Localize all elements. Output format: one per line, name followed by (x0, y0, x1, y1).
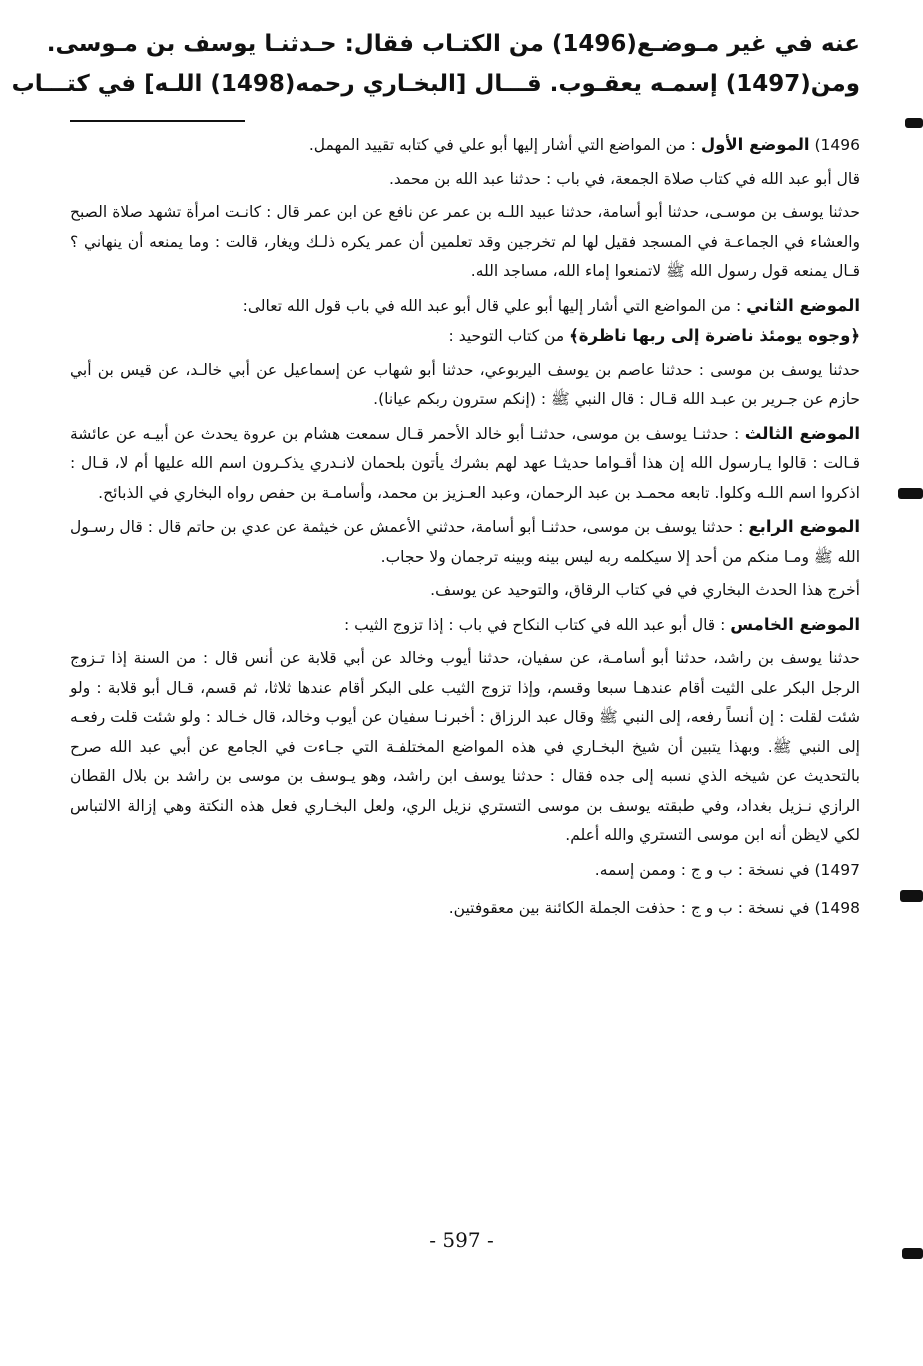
fifth-intro-text: : قال أبو عبد الله في كتاب النكاح في باب : إذا تزوج الثيب : (344, 615, 726, 634)
footnote-separator (70, 120, 245, 122)
footnote-heading-third: الموضع الثالث (744, 423, 860, 443)
scan-mark (905, 118, 923, 128)
footnote-1496-para-1: حدثنا يوسف بن موسـى، حدثنا أبو أسامة، حدثنا عبيد اللـه بن عمر عن نافع عن ابن عمر قال : كانـت امرأة تشهد صلاة الصبح والعشاء في الجماعـة في المسجد فقيل لها لم تخرجين وقد تعلمين أن عمر يكره ذلـك ويغار، قالت : وما يمنعه أن ينهاني ؟ قـال يمنعه قول رسول الله ﷺ لاتمنعوا إماء الله، مساجد الله. (70, 203, 860, 280)
main-text-line-1: عنه في غير مـوضـع(1496) من الكتـاب فقال: حـدثنـا يوسف بن مـوسى. (46, 31, 860, 57)
fourth-para-text: : حدثنا يوسف بن موسى، حدثنـا أبو أسامة، حدثني الأعمش عن خيثمة عن عدي بن حاتم قال : قال رسـول الله ﷺ ومـا منكم من أحد إلا سيكلمه ربه ليس بينه وبينه ترجمان ولا حجاب. (70, 518, 860, 566)
footnote-1496-fifth (70, 610, 860, 641)
quran-verse: ﴿وجوه يومئذ ناضرة إلى ربها ناظرة﴾ (569, 326, 860, 345)
footnote-1496-fifth-para: حدثنا يوسف بن راشد، حدثنا أبو أسامـة، عن سفيان، حدثنا أيوب وخالد عن أبي قلابة عن أنس قال : من السنة إذا تـزوج الرجل البكر على الثيت أقام عندهـا سبعا وقسم، وإذا تزوج الثيب على البكر أقام عندها ثلاثا، ثم قسم، قـال أبو قلابة : ولو شئت لقلت : إن أنساً رفعه، إلى النبي ﷺ وقال عبد الرزاق : أخبرنـا سفيان عن أيوب وخالد، قال خـالد : ولو شئت قلت رفعـه إلى النبي ﷺ. وبهذا يتبين أن شيخ البخـاري في هذه المواضع المختلفـة التي جـاءت في الجامع عن أبي عبد الله صرح بالتحديث عن شيخه الذي نسبه إلى جده فقال : حدثنا يوسف ابن راشد، وهو يـوسف بن موسى بن راشد بن بلال القطان الرازي نـزيل بغداد، وفي طبقته يوسف بن موسى التستري نزيل الري، ولعل البخـاري فعل هذه النكتة وهي إزالة الالتباس لكي لايظن أنه ابن موسى التستري والله أعلم. (70, 649, 860, 844)
second-intro-text: : من المواضع التي أشار إليها أبو علي قال أبو عبد الله في باب قول الله تعالى: (242, 296, 742, 315)
footnote-1496-third (70, 419, 860, 509)
footnote-1496-fourth-note: أخرج هذا الحدث البخاري في في كتاب الرقاق، والتوحيد عن يوسف. (430, 581, 860, 599)
footnote-1496-fourth (70, 512, 860, 572)
footnote-heading-fifth: الموضع الخامس (730, 614, 860, 634)
second-verse-tail: من كتاب التوحيد : (448, 327, 565, 345)
scan-mark (902, 1248, 923, 1259)
footnote-1496-second (70, 291, 860, 352)
footnote-intro-text: : من المواضع التي أشار إليها أبو علي في كتابه تقييد المهمل. (308, 136, 696, 154)
scan-mark (900, 890, 923, 902)
footnote-1496-line-2: قال أبو عبد الله في كتاب صلاة الجمعة، في باب : حدثنا عبد الله بن محمد. (388, 169, 860, 188)
main-text-line-2: ومن(1497) إسمـه يعقـوب. قـــال [البخـاري رحمه(1498) اللـه] في كتـــاب (11, 71, 860, 97)
page-number: - 597 - (429, 1228, 494, 1252)
scan-mark (898, 488, 923, 499)
third-para-text: : حدثنـا يوسف بن موسى، حدثنـا أبو خالد الأحمر قـال سمعت هشام بن عروة يحدث عن أبيـه عن عائشة قـالت : قالوا يـارسول الله إن هذا أقـواما حديثـا عهد لهم بشرك يأتون بلحمان لانـدري يذكـرون اسم الله عليها أم لا، قـال : اذكروا اسم اللـه وكلوا. تابعه محمـد بن عبد الرحمان، وعبد العـزيز بن محمد، وأسامـة بن حفص رواه البخاري في الذبائح. (70, 424, 860, 502)
footnote-1496-intro (70, 130, 860, 161)
footnote-1498: 1498) في نسخة : ب و ج : حذفت الجملة الكائنة بين معقوفتين. (448, 898, 860, 917)
footnote-heading-fourth: الموضع الرابع (748, 517, 860, 536)
footnote-number: 1496) (814, 136, 860, 154)
footnote-1497: 1497) في نسخة : ب و ج : وممن إسمه. (594, 860, 860, 879)
footnote-1496-second-para: حدثنا يوسف بن موسى : حدثنا عاصم بن يوسف اليربوعي، حدثنا أبو شهاب عن إسماعيل عن أبي خالـد، عن قيس بن أبي حازم عن جـرير بن عبـد الله قـال : قال النبي ﷺ : (إنكم سترون ربكم عيانا). (70, 360, 860, 408)
footnote-heading-first: الموضع الأول (700, 135, 810, 154)
footnote-heading-second: الموضع الثاني (746, 295, 860, 315)
page-body (11, 24, 860, 931)
